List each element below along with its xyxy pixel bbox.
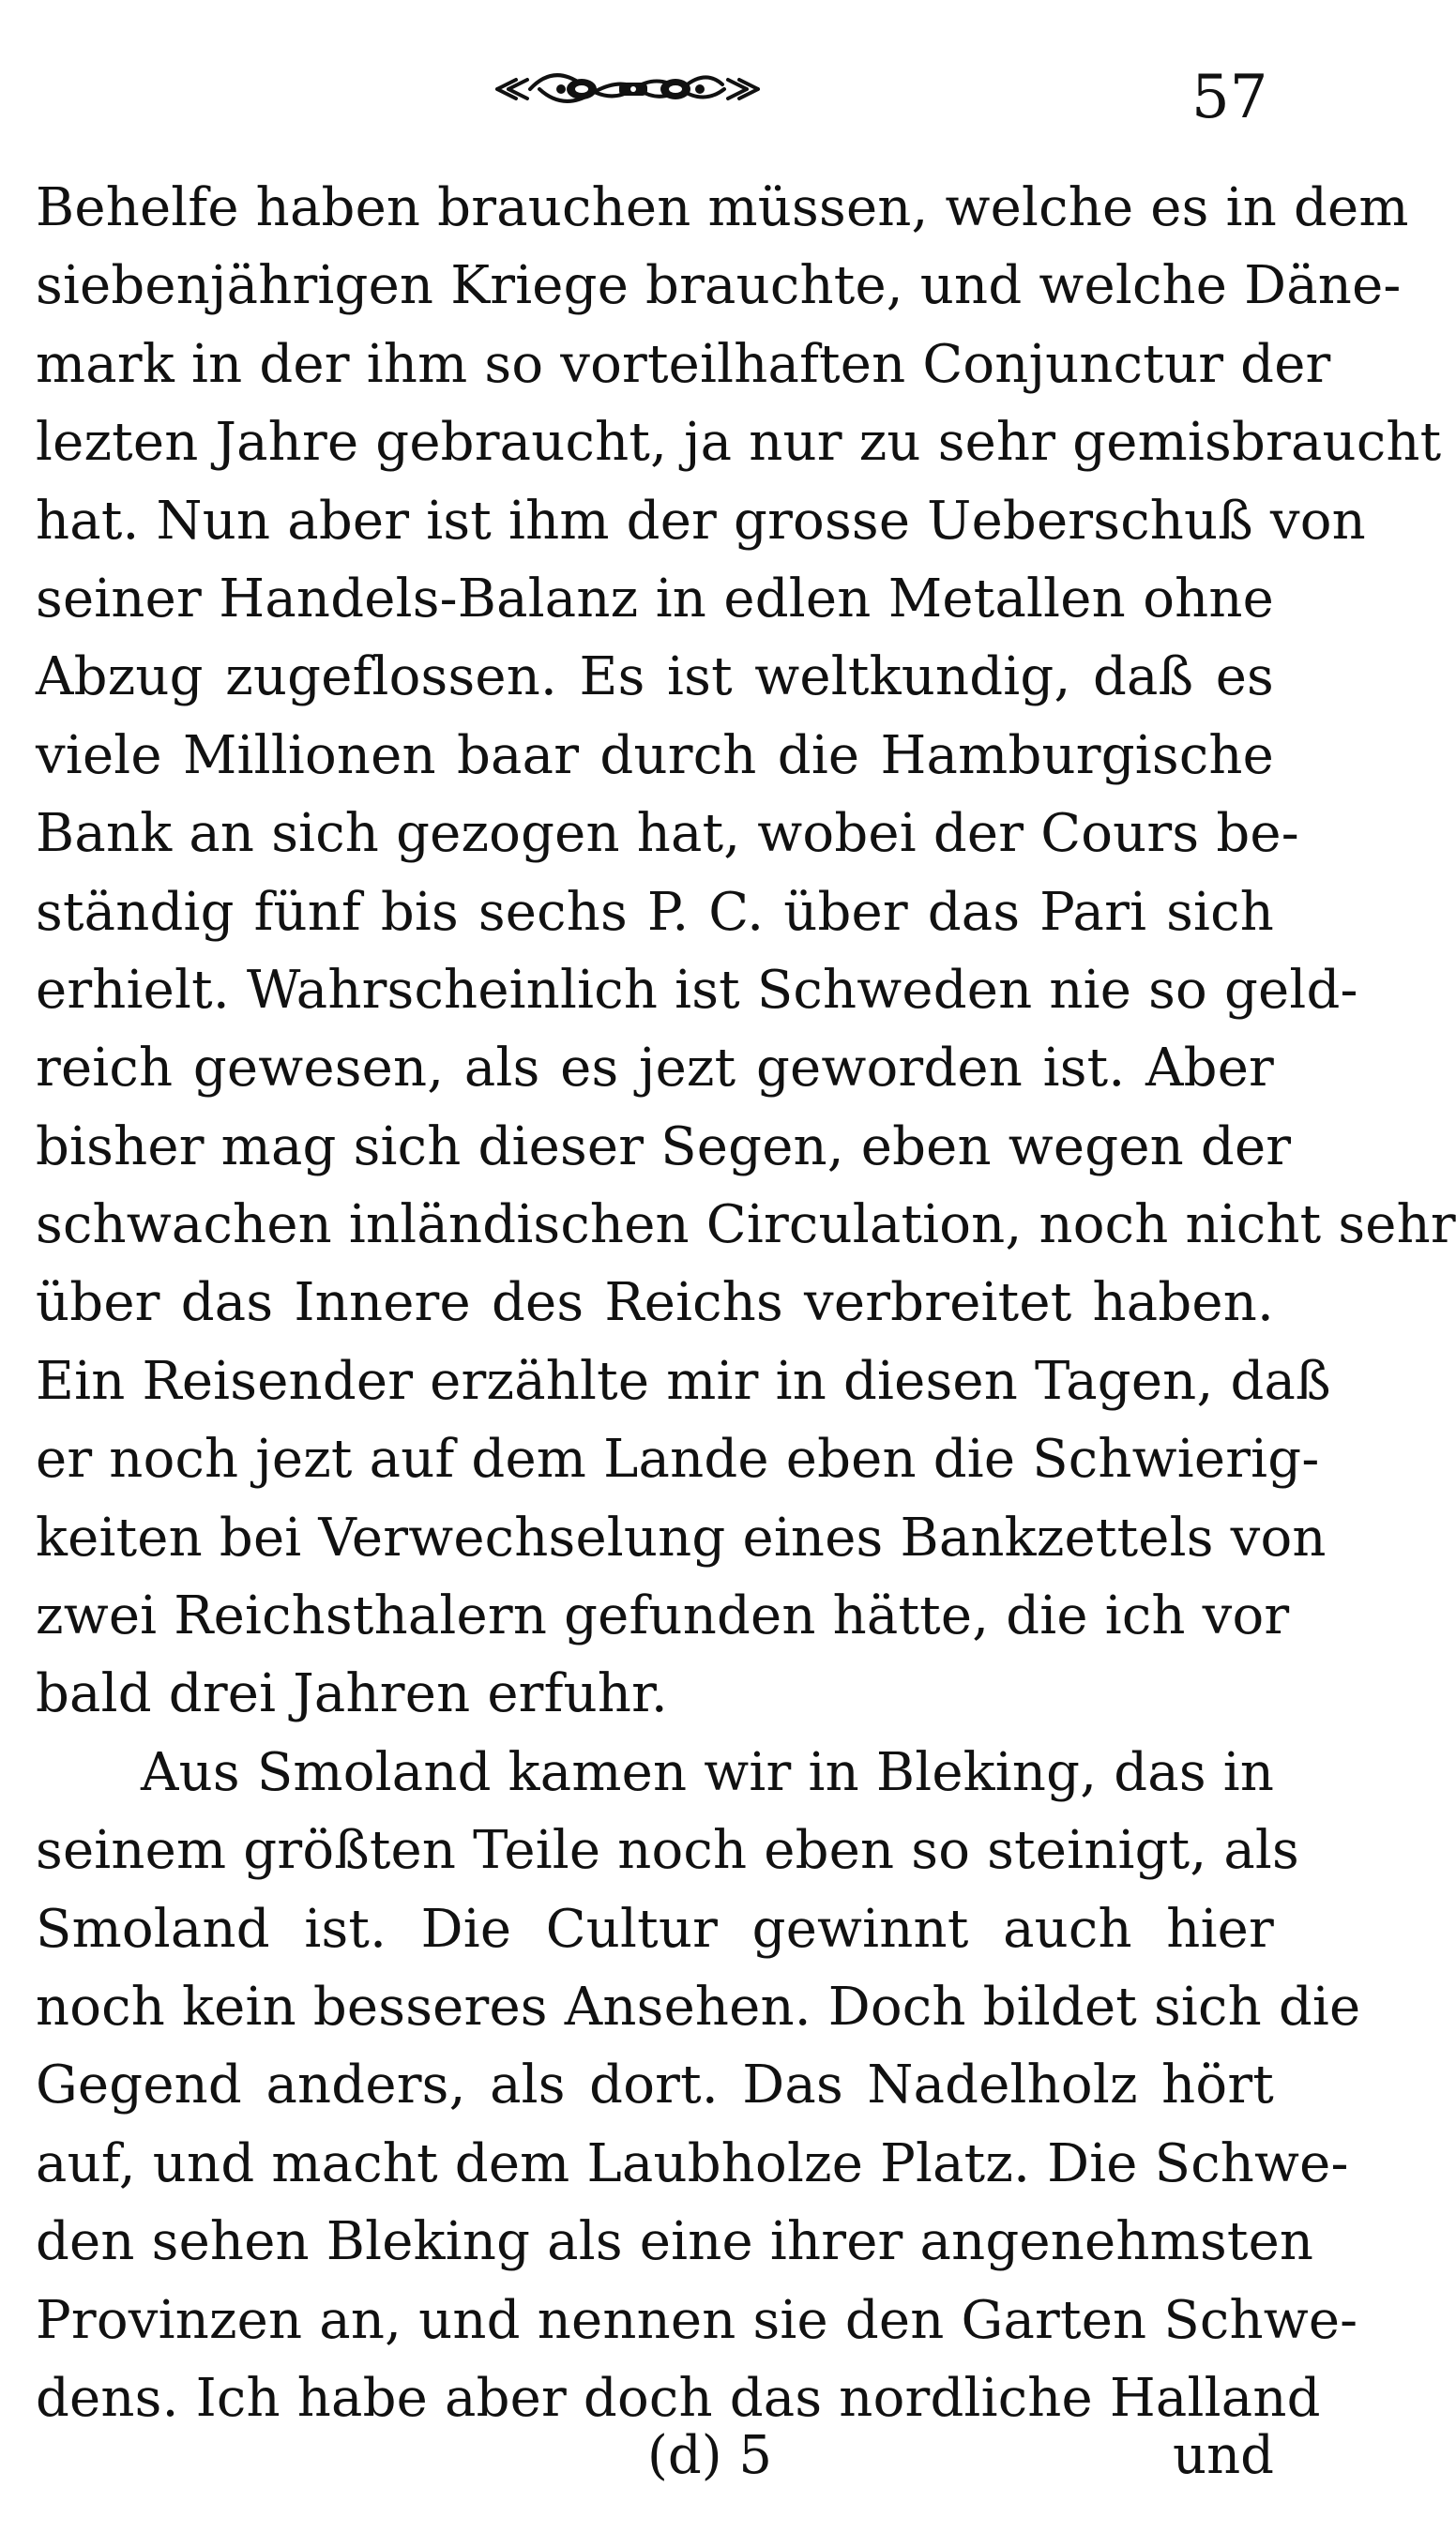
text-line: Ein Reisender erzählte mir in diesen Tagen, daß <box>36 1350 1331 1412</box>
text-line: lezten Jahre gebraucht, ja nur zu sehr gemisbraucht <box>36 412 1442 474</box>
text-line: hat. Nun aber ist ihm der grosse Ueberschuß von <box>36 490 1366 552</box>
text-line: Provinzen an, und nennen sie den Garten Schwe- <box>36 2289 1358 2351</box>
text-line: reich gewesen, als es jezt geworden ist. Aber <box>36 1038 1274 1100</box>
text-line: mark in der ihm so vorteilhaften Conjunctur der <box>36 333 1331 395</box>
body-text <box>36 169 1456 2437</box>
paragraph-end-line: bald drei Jahren erfuhr. <box>36 1663 668 1725</box>
text-line: bisher mag sich dieser Segen, eben wegen der <box>36 1115 1292 1177</box>
text-line: den sehen Bleking als eine ihrer angenehmsten <box>36 2211 1314 2273</box>
text-line: Behelfe haben brauchen müssen, welche es in dem <box>36 177 1409 238</box>
text-line: Smoland ist. Die Cultur gewinnt auch hier <box>36 1898 1274 1960</box>
page-number: 57 <box>1191 63 1268 132</box>
text-line: auf, und macht dem Laubholze Platz. Die Schwe- <box>36 2132 1349 2194</box>
text-line: Gegend anders, als dort. Das Nadelholz hört <box>36 2055 1274 2116</box>
text-line: er noch jezt auf dem Lande eben die Schwierig- <box>36 1429 1320 1491</box>
text-line: dens. Ich habe aber doch das nordliche Halland <box>36 2367 1321 2429</box>
catchword: und <box>1173 2425 1274 2486</box>
text-line: noch kein besseres Ansehen. Doch bildet sich die <box>36 1976 1361 2038</box>
text-line: seinem größten Teile noch eben so steinigt, als <box>36 1820 1299 1882</box>
text-line: ständig fünf bis sechs P. C. über das Pari sich <box>36 881 1274 943</box>
page-footer <box>0 2425 1298 2510</box>
text-line: erhielt. Wahrscheinlich ist Schweden nie so geld- <box>36 959 1358 1021</box>
text-line: über das Innere des Reichs verbreitet haben. <box>36 1272 1274 1334</box>
signature-mark: (d) 5 <box>647 2425 772 2486</box>
printers-ornament-icon <box>488 56 779 122</box>
text-line: Bank an sich gezogen hat, wobei der Cours be- <box>36 803 1299 865</box>
text-line: seiner Handels-Balanz in edlen Metallen ohne <box>36 568 1274 629</box>
text-line: keiten bei Verwechselung eines Bankzettels von <box>36 1507 1327 1569</box>
paragraph-start-line: Aus Smoland kamen wir in Bleking, das in <box>141 1741 1275 1803</box>
text-line: viele Millionen baar durch die Hamburgische <box>36 724 1274 786</box>
text-line: siebenjährigen Kriege brauchte, und welche Däne- <box>36 255 1402 317</box>
text-line: schwachen inländischen Circulation, noch nicht sehr <box>36 1194 1456 1256</box>
text-line: zwei Reichsthalern gefunden hätte, die ich vor <box>36 1585 1290 1647</box>
text-line: Abzug zugeflossen. Es ist weltkundig, daß es <box>36 646 1274 708</box>
